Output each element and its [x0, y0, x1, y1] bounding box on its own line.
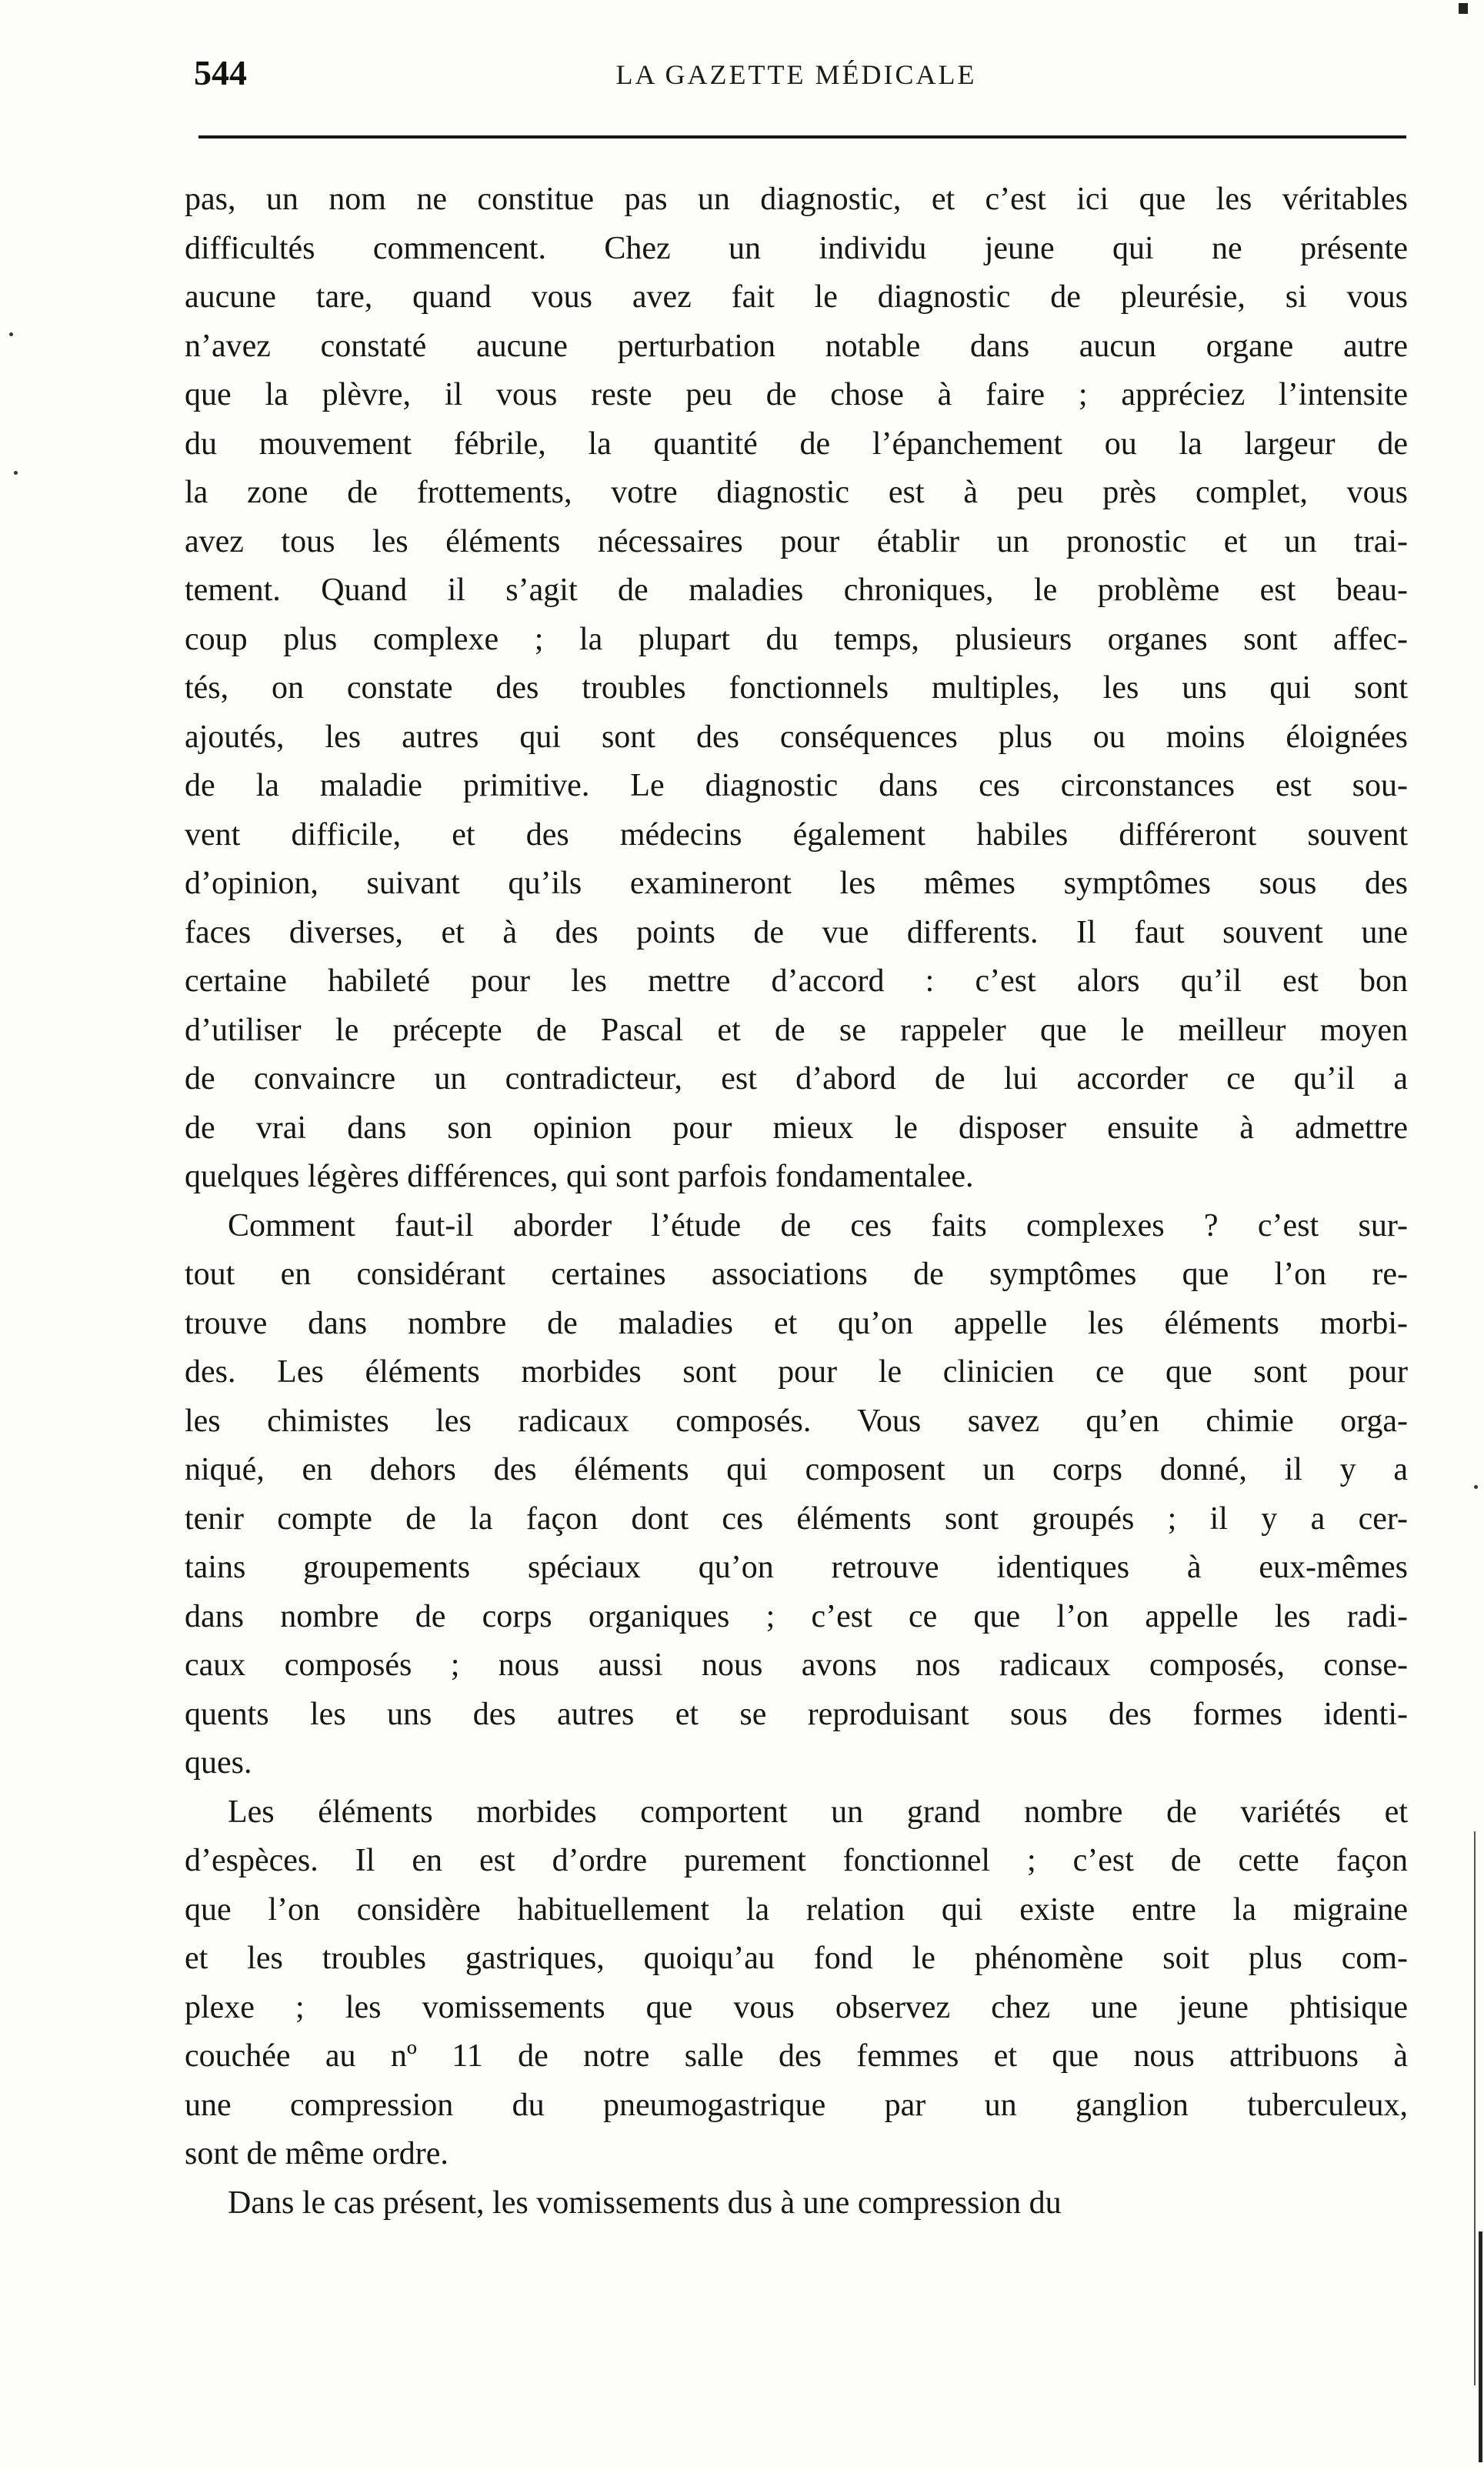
margin-speck [14, 471, 18, 475]
text-line: coup plus complexe ; la plupart du temps, plusieurs organes sont affec- [185, 621, 1408, 657]
text-line: de vrai dans son opinion pour mieux le disposer ensuite à admettre [185, 1110, 1408, 1146]
text-line: les chimistes les radicaux composés. Vous savez qu’en chimie orga- [185, 1403, 1408, 1439]
text-line: vent difficile, et des médecins également habiles différeront souvent [185, 816, 1408, 853]
body-text [185, 175, 1408, 2228]
page-header [185, 52, 1408, 106]
text-line: Dans le cas présent, les vomissements dus à une compression du [228, 2185, 1062, 2221]
text-line: et les troubles gastriques, quoiqu’au fond le phénomène soit plus com- [185, 1941, 1408, 1976]
text-line: ques. [185, 1745, 252, 1781]
text-line: quents les uns des autres et se reproduisant sous des formes identi- [185, 1696, 1408, 1732]
text-line: que l’on considère habituellement la relation qui existe entre la migraine [185, 1891, 1408, 1928]
text-line: aucune tare, quand vous avez fait le diagnostic de pleurésie, si vous [185, 279, 1408, 315]
text-line: faces diverses, et à des points de vue differents. Il faut souvent une [185, 914, 1408, 950]
text-line: des. Les éléments morbides sont pour le clinicien ce que sont pour [185, 1354, 1408, 1390]
text-line: n’avez constaté aucune perturbation notable dans aucun organe autre [185, 328, 1408, 364]
text-line: d’utiliser le précepte de Pascal et de se rappeler que le meilleur moyen [185, 1012, 1408, 1048]
text-line: difficultés commencent. Chez un individu jeune qui ne présente [185, 230, 1408, 266]
margin-speck [1474, 1485, 1478, 1489]
text-line: de la maladie primitive. Le diagnostic dans ces circonstances est sou- [185, 768, 1408, 803]
text-line: pas, un nom ne constitue pas un diagnostic, et c’est ici que les véritables [185, 182, 1408, 217]
text-line: avez tous les éléments nécessaires pour établir un pronostic et un trai- [185, 523, 1408, 559]
text-line: niqué, en dehors des éléments qui composent un corps donné, il y a [185, 1452, 1408, 1487]
margin-mark-top-right [1459, 3, 1468, 14]
text-line: tés, on constate des troubles fonctionnels multiples, les uns qui sont [185, 670, 1408, 706]
text-line: la zone de frottements, votre diagnostic est à peu près complet, vous [185, 475, 1408, 510]
margin-rule-right [1474, 1831, 1476, 2385]
text-line: d’opinion, suivant qu’ils examineront les mêmes symptômes sous des [185, 866, 1408, 901]
header-rule [198, 135, 1406, 139]
text-line: dans nombre de corps organiques ; c’est ce que l’on appelle les radi- [185, 1598, 1408, 1634]
text-line: trouve dans nombre de maladies et qu’on appelle les éléments morbi- [185, 1305, 1408, 1341]
text-line: une compression du pneumogastrique par un ganglion tuberculeux, [185, 2087, 1408, 2123]
running-title: LA GAZETTE MÉDICALE [615, 59, 977, 90]
margin-rule-right-bold [1479, 2231, 1482, 2462]
text-line: couchée au nº 11 de notre salle des femmes et que nous attribuons à [185, 2038, 1408, 2074]
text-line: du mouvement fébrile, la quantité de l’épanchement ou la largeur de [185, 426, 1408, 462]
text-line: quelques légères différences, qui sont parfois fondamentalee. [185, 1159, 974, 1194]
text-line: ajoutés, les autres qui sont des conséquences plus ou moins éloignées [185, 719, 1408, 755]
text-line: sont de même ordre. [185, 2136, 449, 2171]
text-line: Comment faut-il aborder l’étude de ces faits complexes ? c’est sur- [228, 1207, 1408, 1243]
text-line: caux composés ; nous aussi nous avons nos radicaux composés, conse- [185, 1647, 1408, 1683]
text-line: de convaincre un contradicteur, est d’abord de lui accorder ce qu’il a [185, 1061, 1408, 1096]
page-number: 544 [194, 53, 247, 92]
text-line: d’espèces. Il en est d’ordre purement fonctionnel ; c’est de cette façon [185, 1843, 1408, 1878]
text-line: tement. Quand il s’agit de maladies chroniques, le problème est beau- [185, 572, 1408, 608]
text-line: certaine habileté pour les mettre d’accord : c’est alors qu’il est bon [185, 963, 1408, 999]
text-line: tenir compte de la façon dont ces éléments sont groupés ; il y a cer- [185, 1500, 1408, 1537]
text-line: Les éléments morbides comportent un grand nombre de variétés et [228, 1794, 1408, 1830]
text-line: que la plèvre, il vous reste peu de chose à faire ; appréciez l’intensite [185, 377, 1408, 412]
text-line: tains groupements spéciaux qu’on retrouve identiques à eux-mêmes [185, 1550, 1408, 1585]
margin-speck [9, 332, 13, 336]
text-line: tout en considérant certaines associations de symptômes que l’on re- [185, 1257, 1408, 1292]
text-line: plexe ; les vomissements que vous observez chez une jeune phtisique [185, 1989, 1408, 2025]
